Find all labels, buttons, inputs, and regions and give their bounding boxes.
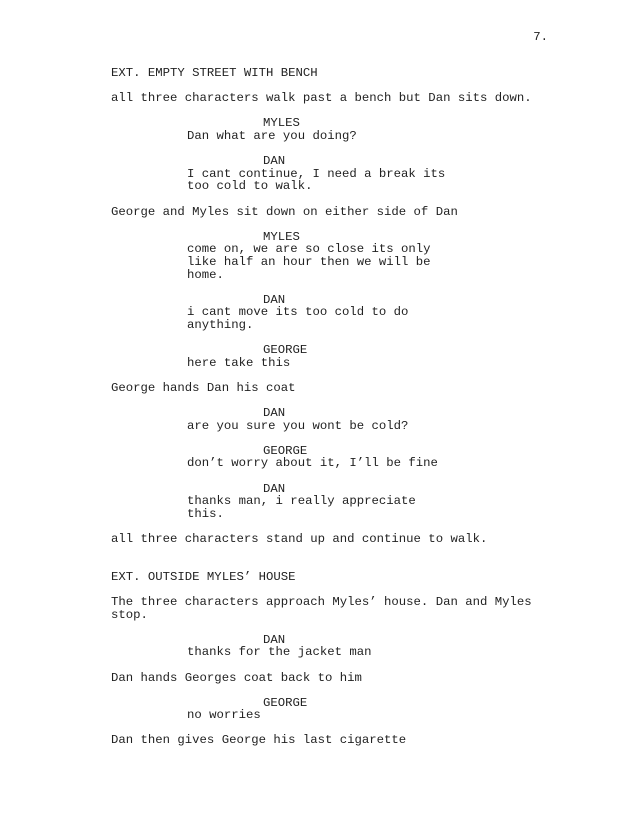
screenplay-body [111, 67, 551, 760]
action-text: all three characters stand up and continue to walk. [111, 531, 488, 546]
dialogue-block [111, 306, 551, 331]
action-line [111, 596, 551, 621]
dialogue-block [111, 495, 551, 520]
heading-text: EXT. EMPTY STREET WITH BENCH [111, 66, 318, 80]
dialogue-text: come on, we are so close its only [187, 242, 431, 257]
character-cue: DAN [263, 632, 286, 647]
dialogue-block [111, 709, 551, 722]
heading-text: EXT. OUTSIDE MYLES’ HOUSE [111, 569, 296, 584]
character-cue: DAN [263, 292, 286, 307]
action-line [111, 382, 551, 395]
character-cue: DAN [263, 154, 286, 169]
dialogue-block [111, 168, 551, 193]
action-text: all three characters walk past a bench but Dan sits down. [111, 91, 532, 106]
dialogue-text: thanks for the jacket man [187, 645, 372, 660]
scene-heading [111, 571, 551, 584]
action-line [111, 206, 551, 219]
action-text: The three characters approach Myles’ house. Dan and Myles [111, 594, 532, 609]
dialogue-text: home. [187, 267, 224, 282]
action-text: George hands Dan his coat [111, 380, 296, 395]
dialogue-text: Dan what are you doing? [187, 128, 357, 143]
dialogue-text: here take this [187, 355, 291, 370]
action-line [111, 533, 551, 546]
dialogue-block [111, 357, 551, 370]
action-text: stop. [111, 607, 148, 622]
character-cue: DAN [263, 481, 286, 496]
dialogue-text: i cant move its too cold to do [187, 305, 409, 320]
action-text: George and Myles sit down on either side of Dan [111, 204, 458, 219]
scene-heading [111, 67, 551, 80]
action-line [111, 92, 551, 105]
character-cue: MYLES [263, 116, 300, 131]
dialogue-text: too cold to walk. [187, 179, 313, 194]
dialogue-text: thanks man, i really appreciate [187, 494, 416, 509]
page-number: 7. [533, 30, 548, 44]
dialogue-block [111, 420, 551, 433]
dialogue-text: like half an hour then we will be [187, 254, 431, 269]
dialogue-block [111, 457, 551, 470]
action-text: Dan then gives George his last cigarette [111, 733, 407, 748]
dialogue-text: don’t worry about it, I’ll be fine [187, 456, 438, 471]
dialogue-text: are you sure you wont be cold? [187, 418, 409, 433]
dialogue-text: anything. [187, 317, 254, 332]
character-cue: DAN [263, 406, 286, 421]
character-cue: GEORGE [263, 343, 308, 358]
character-cue: GEORGE [263, 443, 308, 458]
dialogue-text: no worries [187, 708, 261, 723]
dialogue-block [111, 646, 551, 659]
action-line [111, 734, 551, 747]
dialogue-block [111, 130, 551, 143]
dialogue-block [111, 243, 551, 281]
dialogue-text: this. [187, 506, 224, 521]
character-cue: GEORGE [263, 695, 308, 710]
character-cue: MYLES [263, 229, 300, 244]
dialogue-text: I cant continue, I need a break its [187, 166, 446, 181]
blank-spacer [111, 558, 551, 571]
action-text: Dan hands Georges coat back to him [111, 670, 362, 685]
action-line [111, 672, 551, 685]
